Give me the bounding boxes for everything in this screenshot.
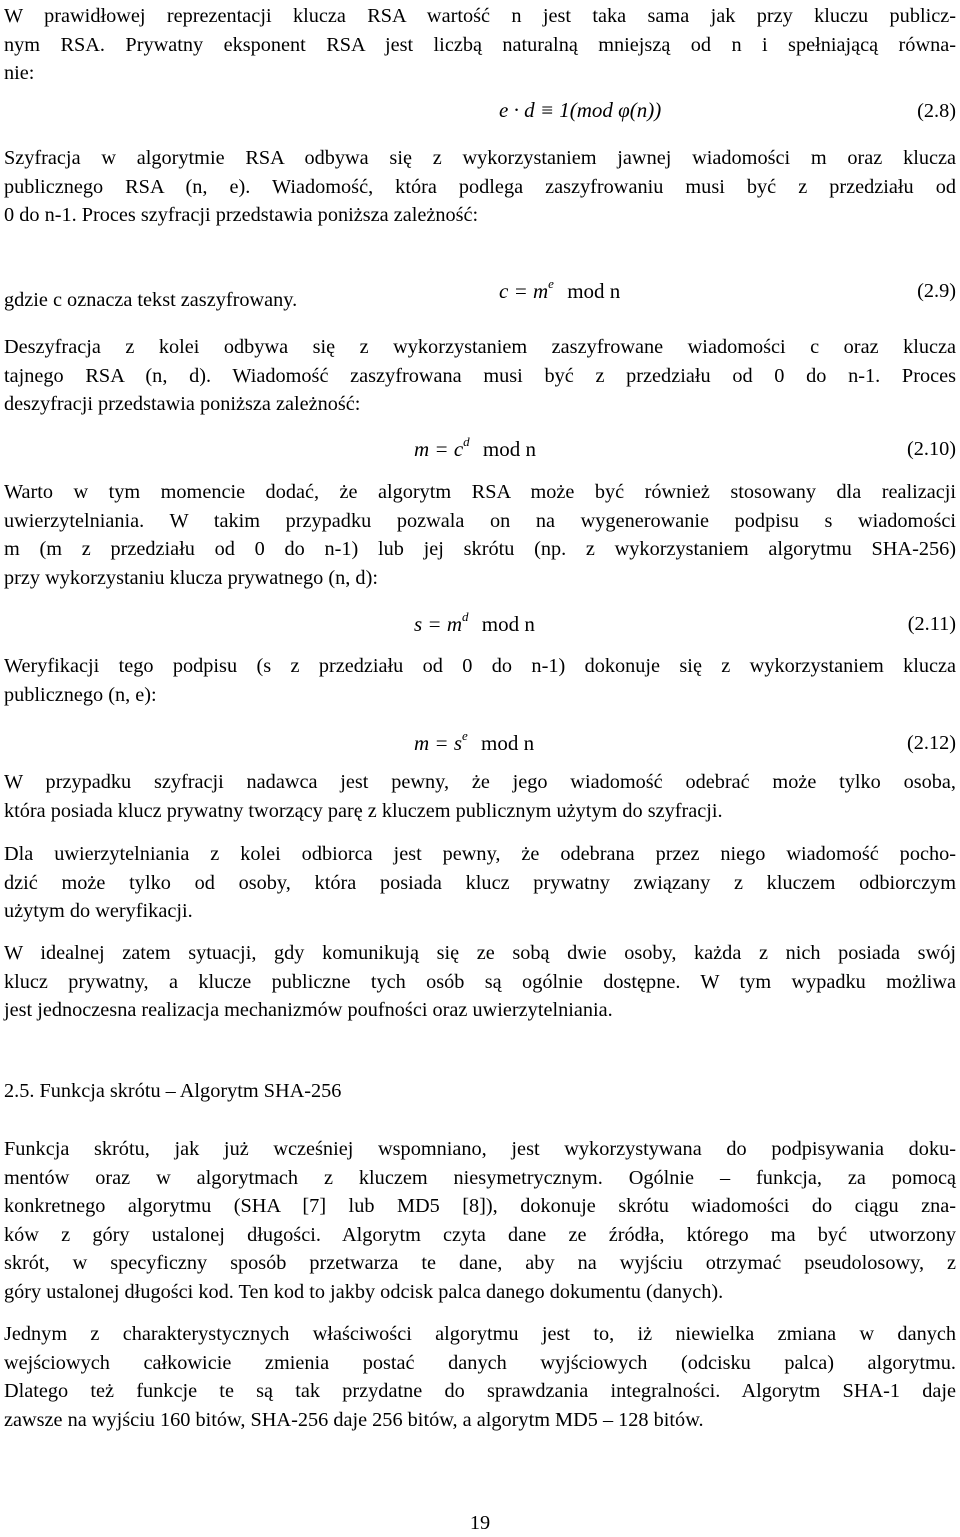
equation-number: (2.11) xyxy=(907,613,956,635)
text-line: jest jednoczesna realizacja mechanizmów poufności oraz uwierzytelniania. xyxy=(4,999,613,1021)
equation-formula: e · d ≡ 1(mod φ(n)) xyxy=(499,98,662,122)
text-line: nym RSA. Prywatny eksponent RSA jest liczbą naturalną mniejszą od n i spełniającą równa- xyxy=(4,33,956,56)
text-line: Deszyfracja z kolei odbywa się z wykorzystaniem zaszyfrowane wiadomości c oraz klucza xyxy=(4,336,956,358)
equation-2-10 xyxy=(414,436,536,462)
equation-left: m = s xyxy=(414,731,463,755)
equation-2-8 xyxy=(499,98,661,123)
text-line: W przypadku szyfracji nadawca jest pewny, że jego wiadomość odebrać może tylko osoba, xyxy=(4,771,956,793)
text-line: Weryfikacji tego podpisu (s z przedziału od 0 do n-1) dokonuje się z wykorzystaniem klucza xyxy=(4,655,956,677)
text-line: publicznego (n, e): xyxy=(4,683,157,706)
equation-left: m = c xyxy=(414,437,464,461)
text-line: nie: xyxy=(4,62,35,84)
page-number: 19 xyxy=(469,1512,491,1534)
text-line: gdzie c oznacza tekst zaszyfrowany. xyxy=(4,289,298,311)
equation-2-11 xyxy=(414,611,535,637)
text-line: 0 do n-1. Proces szyfracji przedstawia poniższa zależność: xyxy=(4,204,479,226)
authentication-paragraph xyxy=(4,478,956,592)
text-line: Funkcja skrótu, jak już wcześniej wspomniano, jest wykorzystywana do podpisywania doku- xyxy=(4,1138,956,1160)
section-heading: 2.5. Funkcja skrótu – Algorytm SHA-256 xyxy=(4,1080,342,1102)
equation-right: mod n xyxy=(567,279,621,303)
equation-right: mod n xyxy=(481,612,535,636)
text-line: Jednym z charakterystycznych właściwości algorytmu jest to, iż niewielka zmiana w danych xyxy=(4,1323,956,1345)
equation-exponent: e xyxy=(462,728,468,743)
verification-paragraph xyxy=(4,652,956,709)
equation-exponent: d xyxy=(463,434,470,449)
hash-paragraph-2 xyxy=(4,1320,956,1434)
equation-right: mod n xyxy=(481,731,535,755)
text-line: skrót, w specyficzny sposób przetwarza te dane, aby na wyjściu otrzymać pseudolosowy, z xyxy=(4,1252,956,1274)
equation-number: (2.8) xyxy=(917,100,956,122)
text-line: użytym do weryfikacji. xyxy=(4,900,193,922)
equation-left: c = m xyxy=(499,279,549,303)
text-line: która posiada klucz prywatny tworzący parę z kluczem publicznym użytym do szyfracji. xyxy=(4,799,723,822)
text-line: uwierzytelniania. W takim przypadku pozwala on na wygenerowanie podpisu s wiadomości xyxy=(4,509,956,532)
equation-2-12 xyxy=(414,730,534,756)
equation-right: mod n xyxy=(482,437,537,461)
text-line: Dla uwierzytelniania z kolei odbiorca jest pewny, że odebrana przez niego wiadomość pocho- xyxy=(4,843,956,865)
text-line: deszyfracji przedstawia poniższa zależność: xyxy=(4,393,361,415)
text-line: konkretnego algorytmu (SHA [7] lub MD5 [8]), dokonuje skrótu wiadomości do ciągu zna- xyxy=(4,1195,956,1217)
text-line: ków z góry ustalonej długości. Algorytm czyta dane ze źródła, którego ma być utworzony xyxy=(4,1223,956,1246)
where-clause xyxy=(4,286,956,315)
text-line: dzić może tylko od osoby, która posiada klucz prywatny związany z kluczem odbiorczym xyxy=(4,871,956,894)
ideal-paragraph xyxy=(4,939,956,1025)
equation-exponent: d xyxy=(462,609,469,624)
equation-number: (2.10) xyxy=(907,438,956,460)
text-line: mentów oraz w algorytmach z kluczem niesymetrycznym. Ogólnie – funkcja, za pomocą xyxy=(4,1166,956,1189)
text-line: Szyfracja w algorytmie RSA odbywa się z wykorzystaniem jawnej wiadomości m oraz klucza xyxy=(4,147,956,169)
hash-paragraph-1 xyxy=(4,1135,956,1306)
text-line: klucz prywatny, a klucze publiczne tych osób są ogólnie dostępne. W tym wypadku możliwa xyxy=(4,970,956,993)
encryption-paragraph xyxy=(4,144,956,230)
text-line: wejściowych całkowicie zmienia postać danych wyjściowych (odcisku palca) algorytmu. xyxy=(4,1351,956,1374)
equation-number: (2.9) xyxy=(917,280,956,302)
text-line: W idealnej zatem sytuacji, gdy komunikują się ze sobą dwie osoby, każda z nich posiada swój xyxy=(4,942,956,964)
sender-paragraph xyxy=(4,768,956,825)
text-line: W prawidłowej reprezentacji klucza RSA wartość n jest taka sama jak przy kluczu publicz- xyxy=(4,5,956,27)
text-line: tajnego RSA (n, d). Wiadomość zaszyfrowana musi być z przedziału od 0 do n-1. Proces xyxy=(4,364,956,387)
equation-left: s = m xyxy=(414,612,463,636)
text-line: m (m z przedziału od 0 do n-1) lub jej skrótu (np. z wykorzystaniem algorytmu SHA-256) xyxy=(4,538,956,560)
text-line: publicznego RSA (n, e). Wiadomość, która podlega zaszyfrowaniu musi być z przedziału od xyxy=(4,175,956,198)
decryption-paragraph xyxy=(4,333,956,419)
text-line: góry ustalonej długości kod. Ten kod to jakby odcisk palca danego dokumentu (danych). xyxy=(4,1280,724,1303)
equation-exponent: e xyxy=(548,276,554,291)
text-line: Dlatego też funkcje te są tak przydatne do sprawdzania integralności. Algorytm SHA-1 daje xyxy=(4,1380,956,1402)
text-line: przy wykorzystaniu klucza prywatnego (n, d): xyxy=(4,566,378,589)
receiver-paragraph xyxy=(4,840,956,926)
text-line: Warto w tym momencie dodać, że algorytm RSA może być również stosowany dla realizacji xyxy=(4,481,956,503)
text-line: zawsze na wyjściu 160 bitów, SHA-256 daje 256 bitów, a algorytm MD5 – 128 bitów. xyxy=(4,1408,704,1431)
equation-number: (2.12) xyxy=(907,732,956,754)
intro-paragraph xyxy=(4,2,956,88)
